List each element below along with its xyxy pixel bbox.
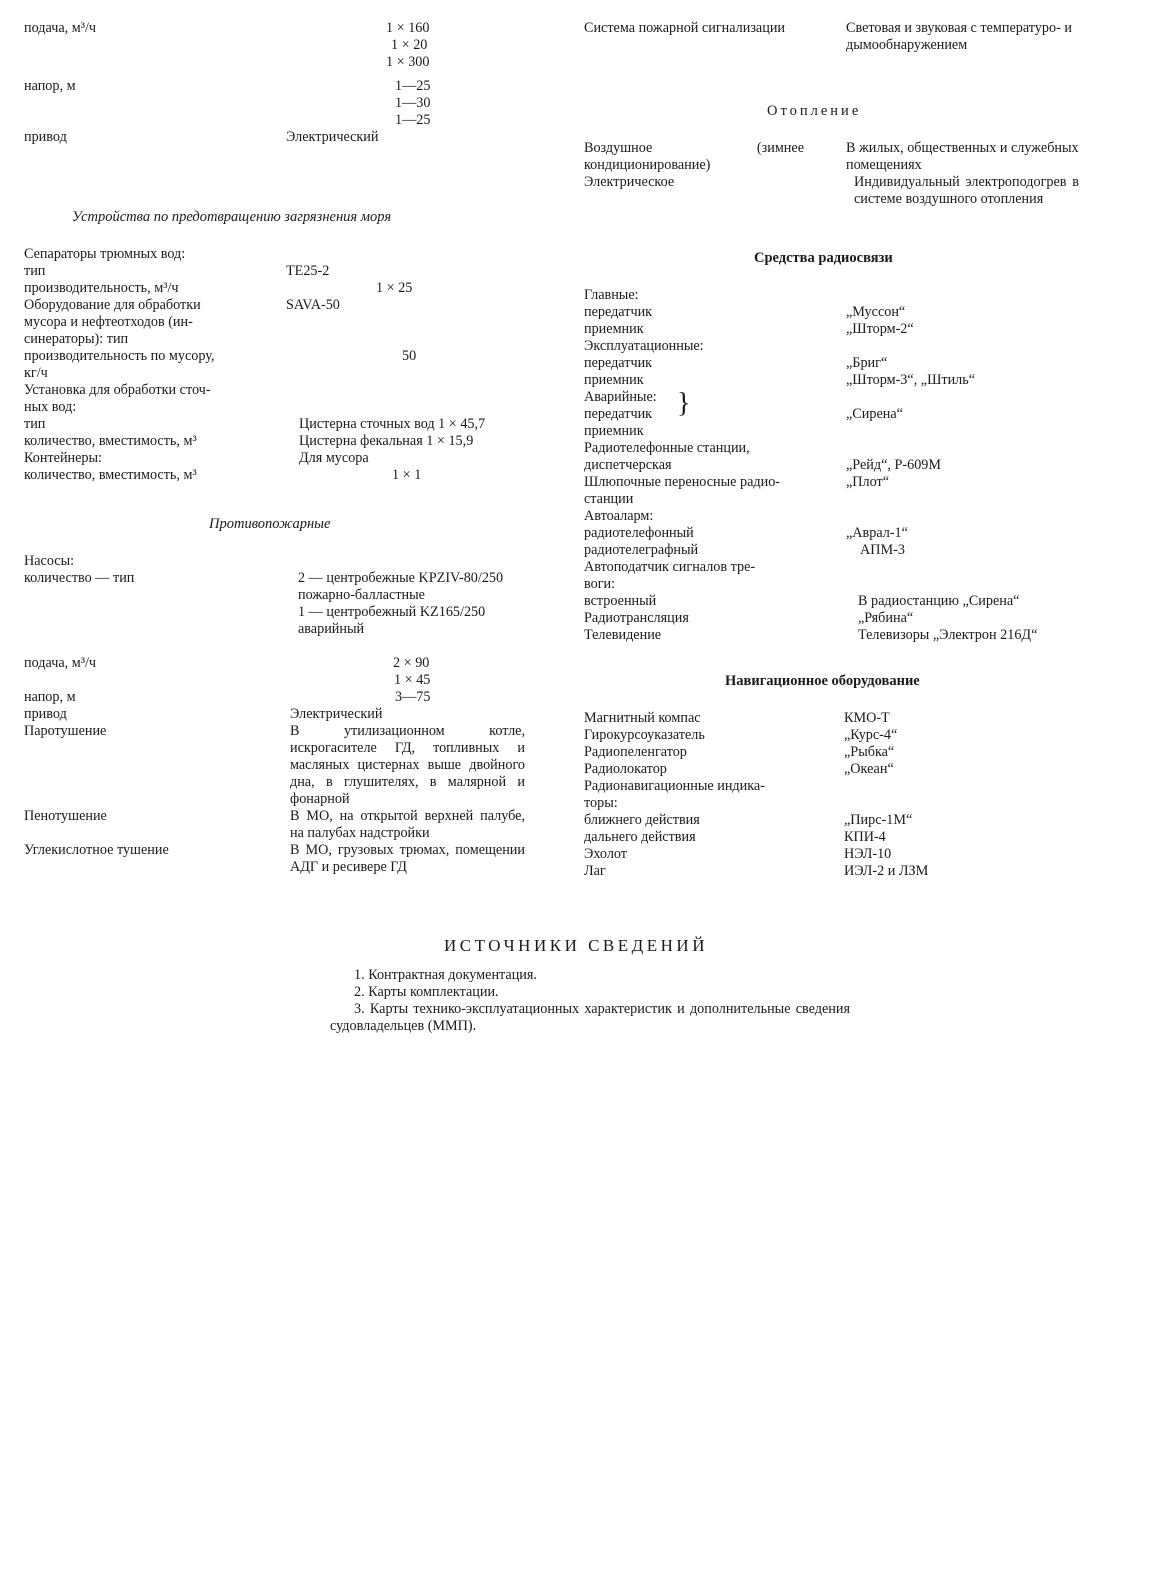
row-value: КПИ-4 bbox=[844, 829, 886, 845]
right-column bbox=[584, 20, 1114, 880]
row-value: „Рыбка“ bbox=[844, 744, 895, 760]
row-key: тип bbox=[24, 416, 46, 432]
list-item bbox=[584, 474, 1114, 491]
row-value: 1 × 45 bbox=[394, 672, 431, 688]
list-item bbox=[584, 846, 1114, 863]
list-item bbox=[584, 406, 1114, 423]
row-key: Телевидение bbox=[584, 627, 662, 643]
list-item bbox=[584, 287, 1114, 304]
row-key: тип bbox=[24, 263, 46, 279]
list-item bbox=[584, 610, 1114, 627]
row-key: радиотелефонный bbox=[584, 525, 694, 541]
row-key: Радиолокатор bbox=[584, 761, 667, 777]
list-item bbox=[24, 280, 554, 297]
row-key: Насосы: bbox=[24, 553, 75, 569]
source-item: 1. Контрактная документация. bbox=[354, 967, 537, 983]
list-item bbox=[584, 508, 1114, 525]
row-key: Шлюпочные переносные радио- bbox=[584, 474, 781, 490]
row-value: Для мусора bbox=[299, 450, 369, 466]
row-key: синераторы): тип bbox=[24, 331, 129, 347]
list-item bbox=[24, 399, 554, 416]
row-value: Телевизоры „Электрон 216Д“ bbox=[858, 627, 1038, 643]
list-item bbox=[24, 433, 554, 450]
list-item bbox=[584, 304, 1114, 321]
row-key: Радиопеленгатор bbox=[584, 744, 687, 760]
row-key: ближнего действия bbox=[584, 812, 700, 828]
list-item bbox=[24, 467, 554, 484]
list-item bbox=[584, 457, 1114, 474]
list-item bbox=[584, 372, 1114, 389]
brace-icon: } bbox=[677, 388, 691, 419]
row-key: Радиотелефонные станции, bbox=[584, 440, 750, 456]
row-value: „Бриг“ bbox=[846, 355, 888, 371]
row-value: „Аврал-1“ bbox=[846, 525, 908, 541]
row-value: Световая и звуковая с температуро- и дымообнаружением bbox=[846, 20, 1072, 53]
row-value: 1 × 300 bbox=[386, 54, 430, 70]
list-item bbox=[584, 744, 1114, 761]
list-item bbox=[24, 382, 554, 399]
row-key: Электрическое bbox=[584, 174, 675, 190]
list-item bbox=[584, 542, 1114, 559]
row-value: КМО-Т bbox=[844, 710, 890, 726]
fire-list bbox=[24, 553, 554, 893]
row-value: „Рейд“, Р-609М bbox=[846, 457, 942, 473]
heating-list bbox=[584, 140, 1114, 225]
row-value: 1 × 160 bbox=[386, 20, 430, 36]
list-item bbox=[24, 723, 554, 808]
list-item bbox=[24, 450, 554, 467]
row-key: передатчик bbox=[584, 406, 653, 422]
list-item bbox=[24, 808, 554, 842]
row-key: напор, м bbox=[24, 78, 76, 94]
list-item bbox=[584, 491, 1114, 508]
list-item bbox=[24, 553, 554, 570]
list-item bbox=[24, 416, 554, 433]
row-value: АПМ-3 bbox=[860, 542, 905, 558]
radio-heading: Средства радиосвязи bbox=[754, 250, 893, 266]
fire-heading: Противопожарные bbox=[209, 516, 331, 532]
row-value: Цистерна сточных вод 1 × 45,7 bbox=[299, 416, 486, 432]
list-item bbox=[24, 348, 554, 365]
row-key: ных вод: bbox=[24, 399, 77, 415]
radio-list bbox=[584, 287, 1114, 644]
row-value: В радиостанцию „Сирена“ bbox=[858, 593, 1020, 609]
list-item bbox=[584, 576, 1114, 593]
list-item bbox=[584, 440, 1114, 457]
row-key: Воздушное (зимнее кондиционирование) bbox=[584, 140, 804, 173]
row-value: 1—25 bbox=[395, 112, 431, 128]
row-value: 1 × 1 bbox=[392, 467, 422, 483]
list-item bbox=[584, 593, 1114, 610]
row-key: количество, вместимость, м³ bbox=[24, 467, 197, 483]
list-item bbox=[584, 761, 1114, 778]
row-key: Паротушение bbox=[24, 723, 107, 739]
row-key: Контейнеры: bbox=[24, 450, 102, 466]
pollution-heading: Устройства по предотвращению загрязнения моря bbox=[72, 209, 392, 225]
row-value: „Рябина“ bbox=[858, 610, 914, 626]
row-key: кг/ч bbox=[24, 365, 48, 381]
list-item bbox=[584, 710, 1114, 727]
row-value: В жилых, общественных и служебных помещениях bbox=[846, 140, 1079, 173]
list-item bbox=[24, 297, 554, 314]
row-key: Магнитный компас bbox=[584, 710, 701, 726]
list-item bbox=[584, 140, 1114, 174]
source-item: 3. Карты технико-эксплуатационных характеристик и дополнительные сведения судовладельцев (ММП). bbox=[330, 1001, 850, 1034]
row-value: 3—75 bbox=[395, 689, 431, 705]
row-key: передатчик bbox=[584, 355, 653, 371]
list-item bbox=[24, 570, 554, 655]
row-value: Электрический bbox=[286, 129, 379, 145]
row-key: Пенотушение bbox=[24, 808, 107, 824]
list-item bbox=[584, 559, 1114, 576]
row-value: „Шторм-2“ bbox=[846, 321, 914, 337]
row-key: Эксплуатационные: bbox=[584, 338, 704, 354]
row-value: „Океан“ bbox=[844, 761, 894, 777]
row-key: приемник bbox=[584, 423, 644, 439]
list-item bbox=[24, 706, 554, 723]
list-item bbox=[584, 174, 1114, 225]
row-value: В МО, на открытой верхней палубе, на палубах надстройки bbox=[290, 808, 525, 841]
row-key: передатчик bbox=[584, 304, 653, 320]
alarm-row bbox=[584, 20, 1114, 54]
row-key: Главные: bbox=[584, 287, 639, 303]
nav-heading: Навигационное оборудование bbox=[725, 673, 920, 689]
row-key: Сепараторы трюмных вод: bbox=[24, 246, 186, 262]
list-item bbox=[24, 655, 554, 689]
source-item: 2. Карты комплектации. bbox=[354, 984, 499, 1000]
row-key: станции bbox=[584, 491, 634, 507]
row-key: Автоаларм: bbox=[584, 508, 654, 524]
row-value: НЭЛ-10 bbox=[844, 846, 892, 862]
left-column bbox=[24, 20, 554, 893]
list-item bbox=[584, 321, 1114, 338]
row-value: Индивидуальный электроподогрев в системе воздушного отопления bbox=[854, 174, 1079, 207]
row-value: SAVA-50 bbox=[286, 297, 340, 313]
row-value: 1—25 bbox=[395, 78, 431, 94]
row-value: „Курс-4“ bbox=[844, 727, 898, 743]
list-item bbox=[584, 863, 1114, 880]
list-item bbox=[584, 812, 1114, 829]
row-key: приемник bbox=[584, 372, 644, 388]
list-item bbox=[584, 727, 1114, 744]
row-value: Цистерна фекальная 1 × 15,9 bbox=[299, 433, 474, 449]
row-value: 50 bbox=[402, 348, 417, 364]
row-value: ИЭЛ-2 и ЛЗМ bbox=[844, 863, 929, 879]
row-key: Гирокурсоуказатель bbox=[584, 727, 705, 743]
heating-heading: Отопление bbox=[767, 103, 862, 119]
list-item bbox=[24, 331, 554, 348]
pollution-list bbox=[24, 246, 554, 484]
row-key: Автоподатчик сигналов тре- bbox=[584, 559, 756, 575]
list-item bbox=[584, 627, 1114, 644]
row-key: Аварийные: bbox=[584, 389, 657, 405]
row-key: приемник bbox=[584, 321, 644, 337]
list-item bbox=[24, 314, 554, 331]
pump-head-row bbox=[24, 78, 554, 129]
row-key: количество — тип bbox=[24, 570, 135, 586]
nav-list bbox=[584, 710, 1114, 880]
row-key: Установка для обработки сточ- bbox=[24, 382, 211, 398]
row-key: радиотелеграфный bbox=[584, 542, 699, 558]
row-value: В МО, грузовых трюмах, помещении АДГ и ресивере ГД bbox=[290, 842, 525, 875]
row-key: Лаг bbox=[584, 863, 606, 879]
sources-heading: ИСТОЧНИКИ СВЕДЕНИЙ bbox=[444, 936, 708, 955]
row-key: Эхолот bbox=[584, 846, 628, 862]
row-key: количество, вместимость, м³ bbox=[24, 433, 197, 449]
list-item bbox=[24, 689, 554, 706]
list-item bbox=[584, 829, 1114, 846]
row-key: привод bbox=[24, 706, 67, 722]
row-value: „Шторм-3“, „Штиль“ bbox=[846, 372, 976, 388]
list-item bbox=[584, 355, 1114, 372]
row-value: 1—30 bbox=[395, 95, 431, 111]
row-key: Оборудование для обработки bbox=[24, 297, 201, 313]
row-value: „Муссон“ bbox=[846, 304, 906, 320]
row-value: Электрический bbox=[290, 706, 383, 722]
list-item bbox=[24, 365, 554, 382]
list-item bbox=[584, 778, 1114, 795]
pump-drive-row bbox=[24, 129, 554, 146]
row-value: 1 × 25 bbox=[376, 280, 413, 296]
list-item bbox=[584, 525, 1114, 542]
row-value: „Сирена“ bbox=[846, 406, 903, 422]
row-value: ТЕ25-2 bbox=[286, 263, 330, 279]
row-key: диспетчерская bbox=[584, 457, 672, 473]
row-value: 2 — центробежные KPZIV-80/250 пожарно-балластные 1 — центробежный KZ165/250 аварийный bbox=[298, 570, 504, 637]
row-key: встроенный bbox=[584, 593, 657, 609]
row-key: Система пожарной сигнализации bbox=[584, 20, 786, 36]
row-key: производительность по мусору, bbox=[24, 348, 215, 364]
row-key: дальнего действия bbox=[584, 829, 696, 845]
row-key: Радиотрансляция bbox=[584, 610, 689, 626]
row-key: привод bbox=[24, 129, 67, 145]
row-key: производительность, м³/ч bbox=[24, 280, 179, 296]
row-value: 1 × 20 bbox=[391, 37, 428, 53]
row-key: Радионавигационные индика- bbox=[584, 778, 765, 794]
row-key: напор, м bbox=[24, 689, 76, 705]
row-value: 2 × 90 bbox=[393, 655, 430, 671]
list-item bbox=[584, 338, 1114, 355]
row-key: подача, м³/ч bbox=[24, 20, 97, 36]
row-value: „Плот“ bbox=[846, 474, 890, 490]
list-item bbox=[584, 795, 1114, 812]
row-value: В утилизационном котле, искрогасителе ГД, топливных и масляных цистернах выше двойного дна, в глушителях, в малярной и фонарной bbox=[290, 723, 525, 807]
row-key: воги: bbox=[584, 576, 616, 592]
row-key: мусора и нефтеотходов (ин- bbox=[24, 314, 193, 330]
list-item bbox=[24, 246, 554, 263]
row-key: торы: bbox=[584, 795, 618, 811]
list-item bbox=[24, 263, 554, 280]
list-item bbox=[584, 423, 1114, 440]
list-item bbox=[584, 389, 1114, 406]
list-item bbox=[24, 842, 554, 893]
row-value: „Пирс-1М“ bbox=[844, 812, 913, 828]
row-key: подача, м³/ч bbox=[24, 655, 97, 671]
row-key: Углекислотное тушение bbox=[24, 842, 169, 858]
pump-supply-row bbox=[24, 20, 554, 74]
